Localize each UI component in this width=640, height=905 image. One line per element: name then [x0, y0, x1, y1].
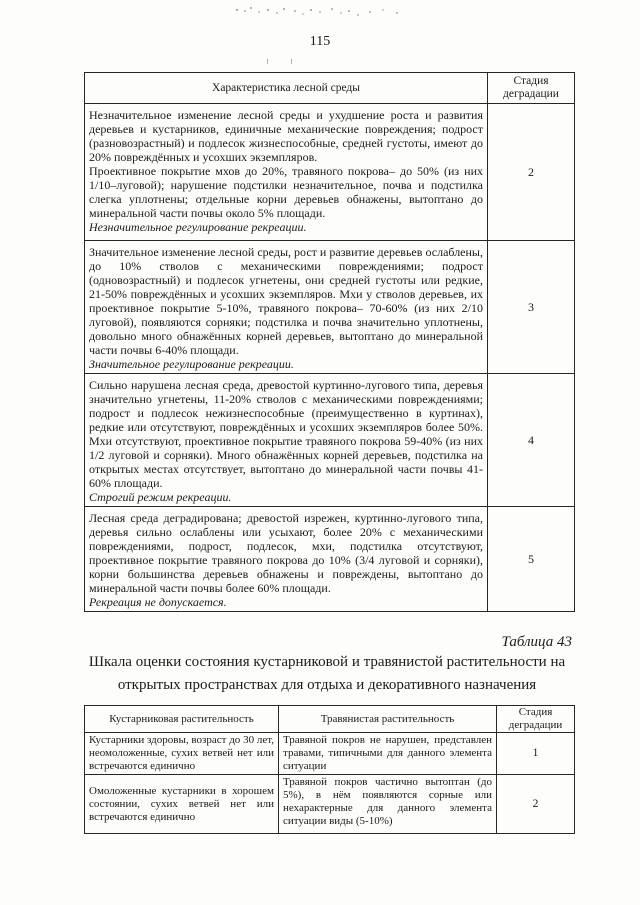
table-row	[85, 507, 575, 612]
page-number: 115	[309, 34, 331, 49]
stage-cell: 3	[488, 241, 575, 374]
description-cell	[85, 241, 488, 374]
table-row	[85, 241, 575, 374]
header-stage	[488, 73, 575, 104]
header-stage-label: Стадия деградации	[503, 75, 559, 100]
table-title-line: Шкала оценки состояния кустарниковой и травянистой растительности на	[88, 654, 566, 670]
recreation-regime: Строгий режим рекреации.	[89, 490, 232, 504]
stage-cell: 5	[488, 507, 575, 612]
description-paragraph: Незначительное изменение лесной среды и ухудшение роста и развития деревьев и кустарников, единичные механические повреждения; подрост (разновозрастный) и подлесок жизнеспособные, средней густоты, имеют до 20% повреждённых и усохших экземпляров.	[89, 108, 483, 164]
description-cell	[85, 104, 488, 241]
stage-cell: 1	[497, 733, 575, 775]
table-header-row	[85, 706, 575, 733]
header-characteristic: Характеристика лесной среды	[85, 73, 488, 104]
scan-mark	[267, 59, 268, 64]
stage-cell: 2	[488, 104, 575, 241]
table-title	[7, 651, 640, 697]
scan-noise	[236, 9, 238, 11]
description-paragraph: Значительное изменение лесной среды, рост и развитие деревьев ослаблены, до 10% стволов с механическими повреждениями; подрост (одновозрастный) и подлесок угнетены, они средней густоты или редкие, 21-50% повреждённых и усохших экземпляров. Мхи у стволов деревьев, их проективное покрытие 5-10%, травяного покрова– 70-60% (из них 2/10 луговой), появляются сорняки; подстилка и почва значительно уплотнены, довольно много обнажённых корней деревьев, вытоптано до минеральной части почвы 6-40% площади.	[89, 245, 483, 357]
description-cell	[85, 374, 488, 507]
recreation-regime: Значительное регулирование рекреации.	[89, 357, 294, 371]
description-paragraph: Лесная среда деградирована; древостой изрежен, куртинно-лугового типа, деревья сильно ослаблены или усыхают, более 20% с механическими повреждениями, подрост, подлесок, мхи, подстилка отсутствуют, проективное покрытие травяного покрова до 10% (3/4 луговой и сорняки), корни большинства деревьев обнажены и повреждены, вытоптано до минеральной части почвы более 60% площади.	[89, 511, 483, 595]
recreation-regime: Рекреация не допускается.	[89, 595, 227, 609]
grass-cell: Травяной покров не нарушен, представлен травами, типичными для данного элемента ситуации	[279, 733, 497, 775]
table-title-line: открытых пространствах для отдыха и декоративного назначения	[117, 677, 537, 693]
header-stage-label: Стадия деградации	[508, 706, 563, 731]
description-paragraph: Проективное покрытие мхов до 20%, травяного покрова– до 50% (из них 1/10–луговой); нарушение подстилки незначительное, почва и подстилка слегка уплотнены; отдельные корни деревьев обнажены, вытоптано до минеральной части почвы около 5% площади.	[89, 164, 483, 220]
header-shrubs: Кустарниковая растительность	[85, 706, 279, 733]
table-row	[85, 733, 575, 775]
vegetation-scale-table	[84, 705, 575, 834]
shrubs-cell: Кустарники здоровы, возраст до 30 лет, неомоложенные, сухих ветвей нет или встречаются единично	[85, 733, 279, 775]
recreation-regime: Незначительное регулирование рекреации.	[89, 220, 307, 234]
table-row	[85, 374, 575, 507]
stage-cell: 4	[488, 374, 575, 507]
header-grass: Травянистая растительность	[279, 706, 497, 733]
table-row	[85, 104, 575, 241]
header-stage	[497, 706, 575, 733]
description-paragraph: Сильно нарушена лесная среда, древостой куртинно-лугового типа, деревья значительно угнетены, 11-20% стволов с механическими повреждениями; подрост и подлесок нежизнеспособные (преимущественно в куртинах), редкие или отсутствуют, повреждённых и усохших экземпляров более 50%. Мхи отсутствуют, проективное покрытие травяного покрова 59-40% (из них 1/2 луговой и сорняки). Много обнажённых корней деревьев, подстилка на открытых местах отсутствует, вытоптано до минеральной части почвы 41-60% площади.	[89, 378, 483, 490]
forest-environment-table	[84, 72, 575, 612]
grass-cell: Травяной покров частично вытоптан (до 5%), в нём появляются сорные или нехарактерные для данного элемента ситуации виды (5-10%)	[279, 775, 497, 834]
table-row	[85, 775, 575, 834]
table-caption: Таблица 43	[501, 634, 572, 650]
stage-cell: 2	[497, 775, 575, 834]
shrubs-cell: Омоложенные кустарники в хорошем состоянии, сухих ветвей нет или встречаются единично	[85, 775, 279, 834]
scan-mark	[291, 59, 292, 64]
table-header-row	[85, 73, 575, 104]
description-cell	[85, 507, 488, 612]
